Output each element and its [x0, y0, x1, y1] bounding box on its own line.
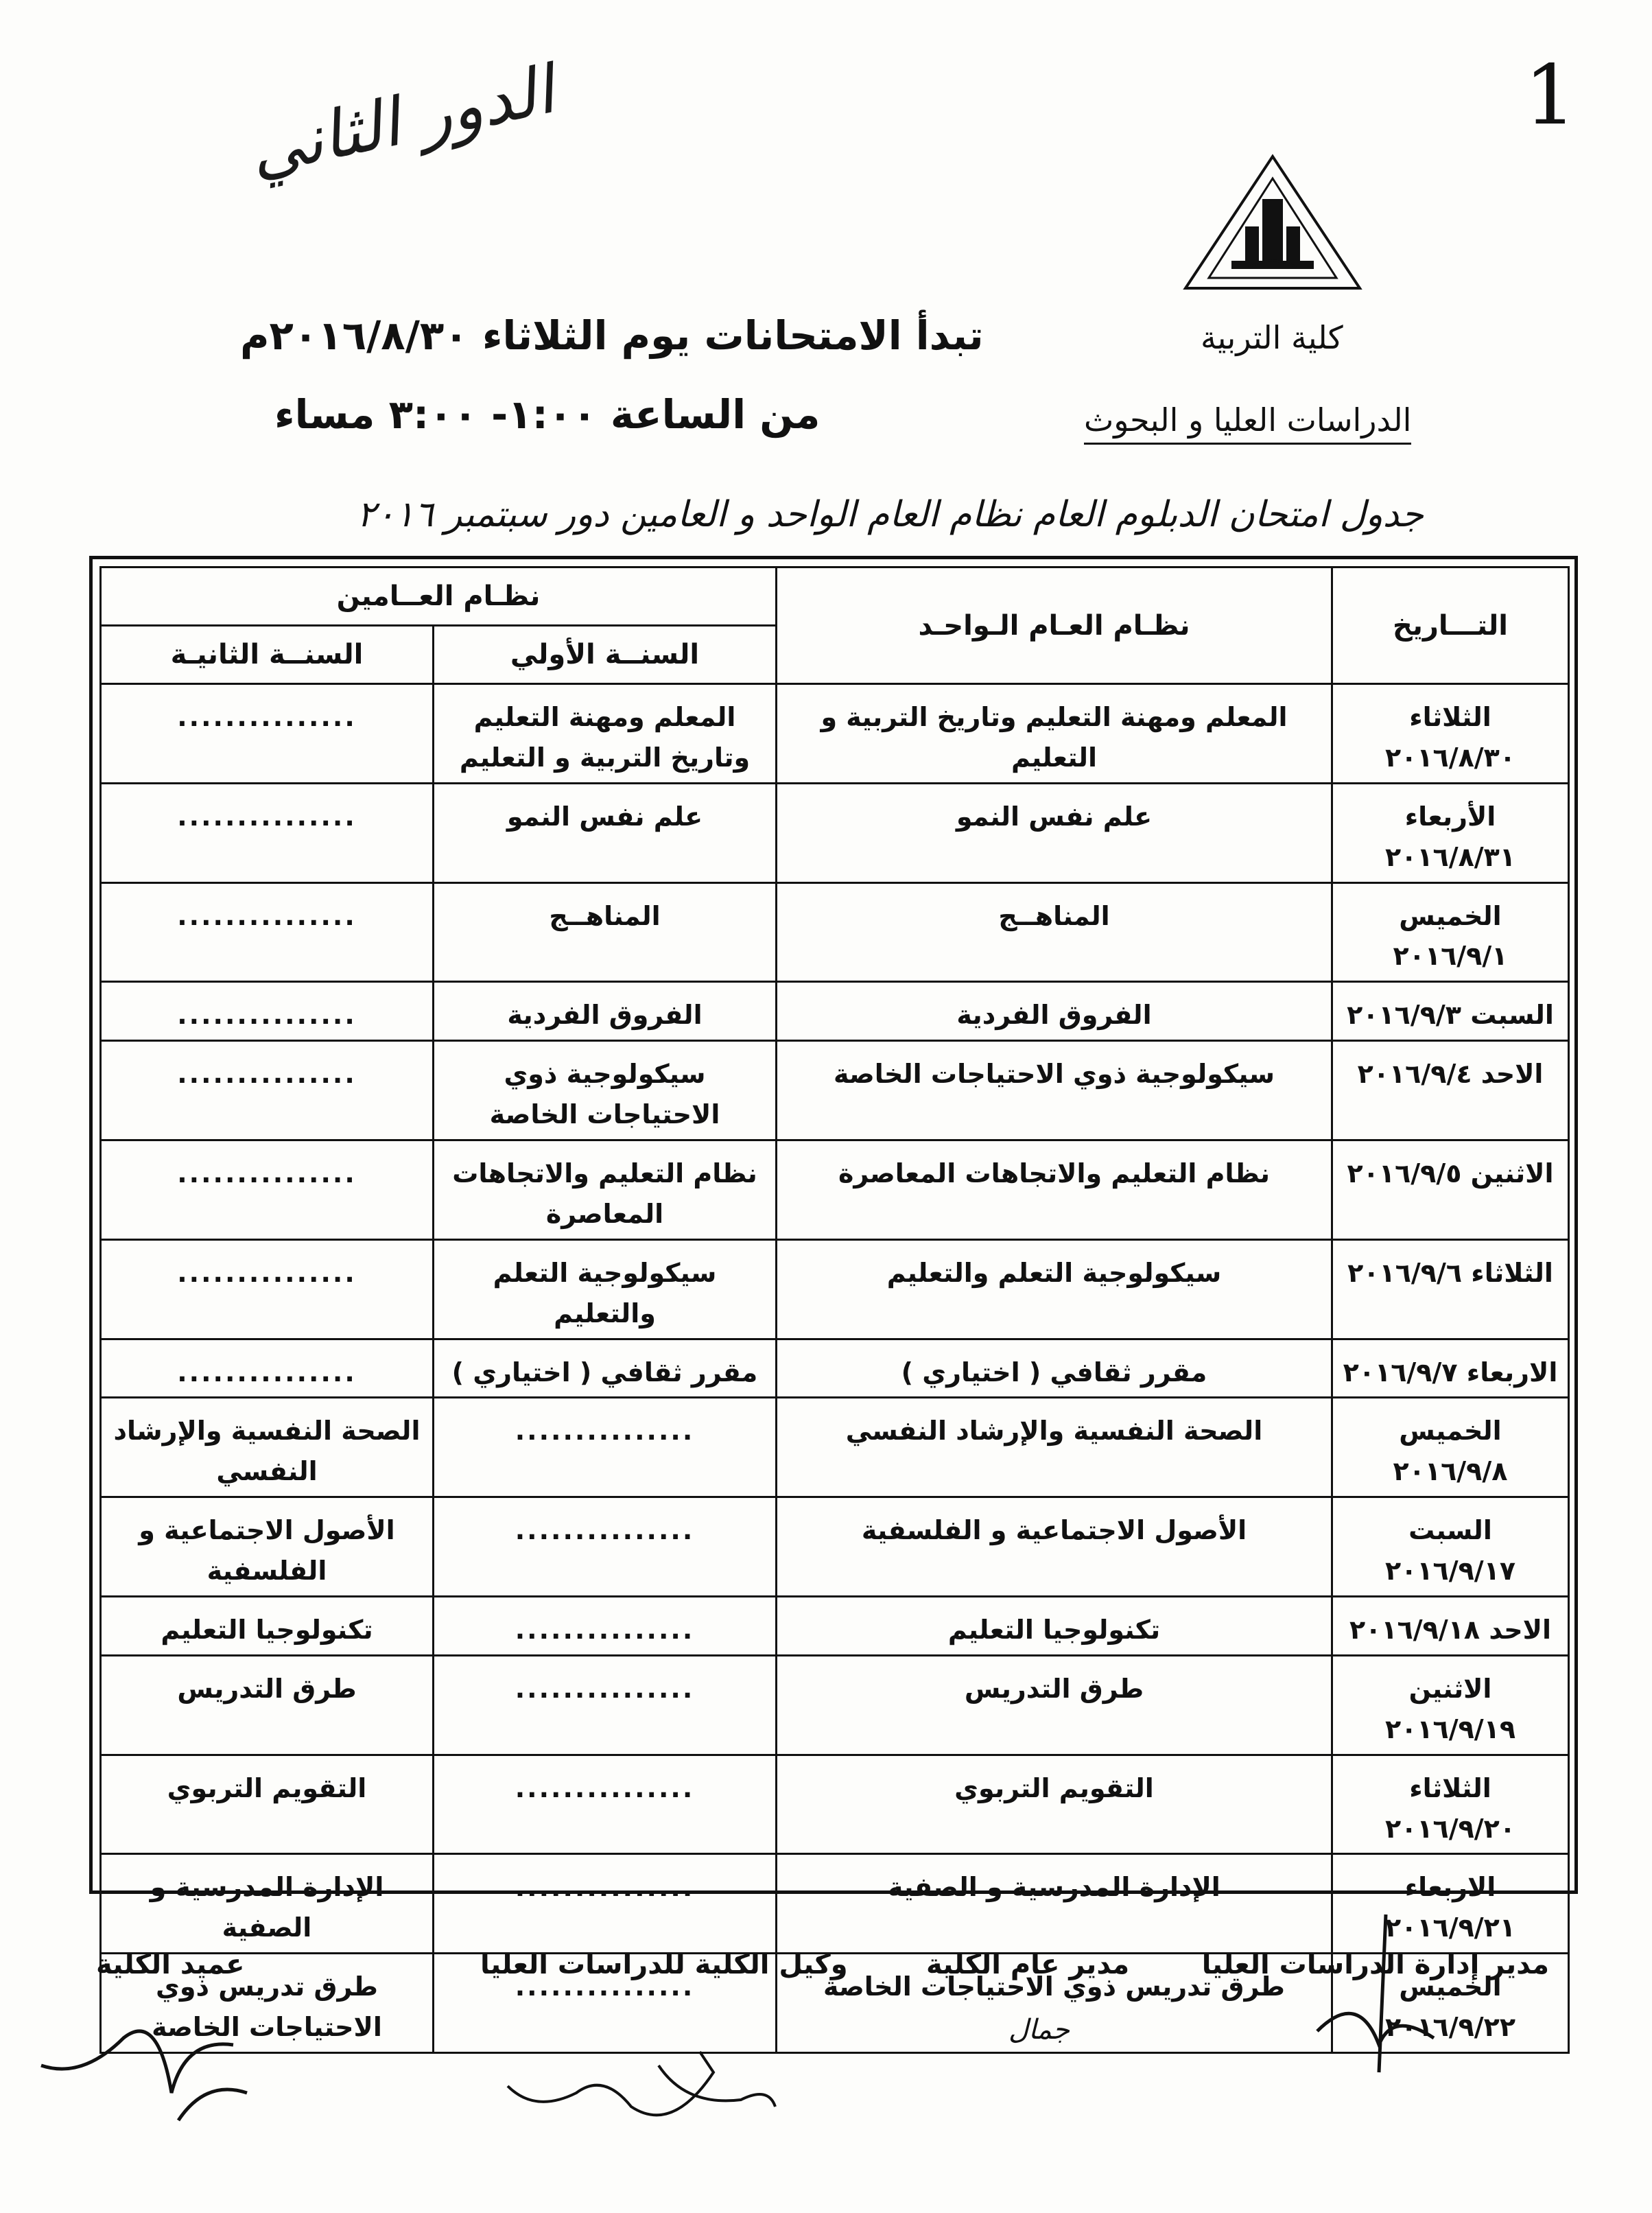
row-one-year-course: التقويم التربوي	[777, 1755, 1332, 1854]
table-row	[101, 982, 1569, 1041]
row-second-year-course: طرق التدريس	[101, 1655, 434, 1755]
row-one-year-course: سيكولوجية ذوي الاحتياجات الخاصة	[777, 1041, 1332, 1140]
row-date: الثلاثاء ٢٠١٦/٩/٦	[1332, 1239, 1569, 1339]
department-name: الدراسات العليا و البحوث	[1084, 401, 1411, 445]
row-one-year-course: الفروق الفردية	[777, 982, 1332, 1041]
page-number: 1	[1524, 48, 1577, 143]
row-date: الثلاثاء ٢٠١٦/٨/٣٠	[1332, 684, 1569, 784]
row-date: الاربعاء ٢٠١٦/٩/٧	[1332, 1339, 1569, 1398]
row-one-year-course: مقرر ثقافي ( اختياري )	[777, 1339, 1332, 1398]
row-second-year-course: تكنولوجيا التعليم	[101, 1597, 434, 1656]
row-one-year-course: طرق التدريس	[777, 1655, 1332, 1755]
signature-director-grad-title: مدير إدارة الدراسات العليا	[1201, 1949, 1549, 1980]
row-second-year-course: ...............	[101, 1339, 434, 1398]
header-second-year: السنــة الثانيـة	[101, 626, 434, 684]
signature-dean	[27, 1997, 261, 2134]
row-one-year-course: نظام التعليم والاتجاهات المعاصرة	[777, 1140, 1332, 1240]
signature-vice-dean-title: وكيل الكلية للدراسات العليا	[480, 1949, 848, 1980]
exam-time-line: من الساعة ١:٠٠- ٣:٠٠ مساء	[274, 391, 821, 438]
row-date: الأربعاء ٢٠١٦/٨/٣١	[1332, 783, 1569, 882]
header-first-year: السنــة الأولي	[434, 626, 777, 684]
row-second-year-course: ...............	[101, 882, 434, 982]
row-date: الاحد ٢٠١٦/٩/٤	[1332, 1041, 1569, 1140]
table-row	[101, 1497, 1569, 1597]
exam-schedule-table	[99, 566, 1570, 2054]
row-date: الاثنين ٢٠١٦/٩/١٩	[1332, 1655, 1569, 1755]
table-header-row	[101, 567, 1569, 626]
row-date: الخميس ٢٠١٦/٩/٨	[1332, 1398, 1569, 1497]
row-date: السبت ٢٠١٦/٩/١٧	[1332, 1497, 1569, 1597]
faculty-name: كلية التربية	[1201, 319, 1343, 356]
signature-director-grad	[1276, 1908, 1454, 2086]
row-one-year-course: المعلم ومهنة التعليم وتاريخ التربية و التعليم	[777, 684, 1332, 784]
row-second-year-course: التقويم التربوي	[101, 1755, 434, 1854]
row-one-year-course: الصحة النفسية والإرشاد النفسي	[777, 1398, 1332, 1497]
handwritten-note: الدور الثاني	[242, 51, 561, 191]
table-row	[101, 684, 1569, 784]
signature-vice-dean	[494, 2045, 782, 2141]
table-row	[101, 1140, 1569, 1240]
table-body	[101, 684, 1569, 2053]
row-first-year-course: ...............	[434, 1854, 777, 1954]
header-date: التـــاريخ	[1332, 567, 1569, 684]
row-first-year-course: سيكولوجية التعلم والتعليم	[434, 1239, 777, 1339]
row-first-year-course: مقرر ثقافي ( اختياري )	[434, 1339, 777, 1398]
table-row	[101, 1755, 1569, 1854]
row-second-year-course: طرق تدريس ذوي الاحتياجات الخاصة	[101, 1954, 434, 2053]
row-one-year-course: سيكولوجية التعلم والتعليم	[777, 1239, 1332, 1339]
row-second-year-course: الصحة النفسية والإرشاد النفسي	[101, 1398, 434, 1497]
row-second-year-course: ...............	[101, 1140, 434, 1240]
row-second-year-course: ...............	[101, 1239, 434, 1339]
row-one-year-course: الإدارة المدرسية و الصفية	[777, 1854, 1332, 1954]
row-date: السبت ٢٠١٦/٩/٣	[1332, 982, 1569, 1041]
row-one-year-course: علم نفس النمو	[777, 783, 1332, 882]
row-second-year-course: ...............	[101, 783, 434, 882]
table-row	[101, 1041, 1569, 1140]
exam-start-line: تبدأ الامتحانات يوم الثلاثاء ٢٠١٦/٨/٣٠م	[240, 312, 984, 359]
row-first-year-course: ...............	[434, 1655, 777, 1755]
row-one-year-course: المناهــج	[777, 882, 1332, 982]
row-second-year-course: الأصول الاجتماعية و الفلسفية	[101, 1497, 434, 1597]
row-first-year-course: ...............	[434, 1954, 777, 2053]
table-row	[101, 1655, 1569, 1755]
row-first-year-course: الفروق الفردية	[434, 982, 777, 1041]
row-date: الثلاثاء ٢٠١٦/٩/٢٠	[1332, 1755, 1569, 1854]
signature-dean-title: عميد الكلية	[96, 1949, 245, 1980]
row-first-year-course: ...............	[434, 1497, 777, 1597]
row-one-year-course: طرق تدريس ذوي الاحتياجات الخاصة	[777, 1954, 1332, 2053]
table-row	[101, 1398, 1569, 1497]
row-date: الخميس ٢٠١٦/٩/١	[1332, 882, 1569, 982]
row-second-year-course: ...............	[101, 982, 434, 1041]
signature-general-manager-title: مدير عام الكلية	[926, 1949, 1130, 1980]
table-row	[101, 1339, 1569, 1398]
row-date: الاحد ٢٠١٦/٩/١٨	[1332, 1597, 1569, 1656]
row-first-year-course: ...............	[434, 1597, 777, 1656]
signature-general-manager: جمال	[1008, 2014, 1070, 2046]
row-one-year-course: الأصول الاجتماعية و الفلسفية	[777, 1497, 1332, 1597]
row-first-year-course: المعلم ومهنة التعليم وتاريخ التربية و التعليم	[434, 684, 777, 784]
row-first-year-course: نظام التعليم والاتجاهات المعاصرة	[434, 1140, 777, 1240]
row-first-year-course: ...............	[434, 1755, 777, 1854]
row-second-year-course: ...............	[101, 1041, 434, 1140]
row-date: الاربعاء ٢٠١٦/٩/٢١	[1332, 1854, 1569, 1954]
row-date: الاثنين ٢٠١٦/٩/٥	[1332, 1140, 1569, 1240]
row-first-year-course: المناهــج	[434, 882, 777, 982]
row-first-year-course: سيكولوجية ذوي الاحتياجات الخاصة	[434, 1041, 777, 1140]
row-first-year-course: علم نفس النمو	[434, 783, 777, 882]
table-row	[101, 783, 1569, 882]
table-row	[101, 882, 1569, 982]
row-first-year-course: ...............	[434, 1398, 777, 1497]
row-date: الخميس ٢٠١٦/٩/٢٢	[1332, 1954, 1569, 2053]
row-second-year-course: ...............	[101, 684, 434, 784]
header-two-year-system: نظـام العــامين	[101, 567, 777, 626]
table-row	[101, 1239, 1569, 1339]
university-seal-logo	[1180, 151, 1365, 295]
schedule-title: جدول امتحان الدبلوم العام نظام العام الواحد و العامين دور سبتمبر ٢٠١٦	[357, 494, 1424, 535]
table-row	[101, 1597, 1569, 1656]
header-one-year-system: نظـام العـام الـواحـد	[777, 567, 1332, 684]
row-one-year-course: تكنولوجيا التعليم	[777, 1597, 1332, 1656]
row-second-year-course: الإدارة المدرسية و الصفية	[101, 1854, 434, 1954]
